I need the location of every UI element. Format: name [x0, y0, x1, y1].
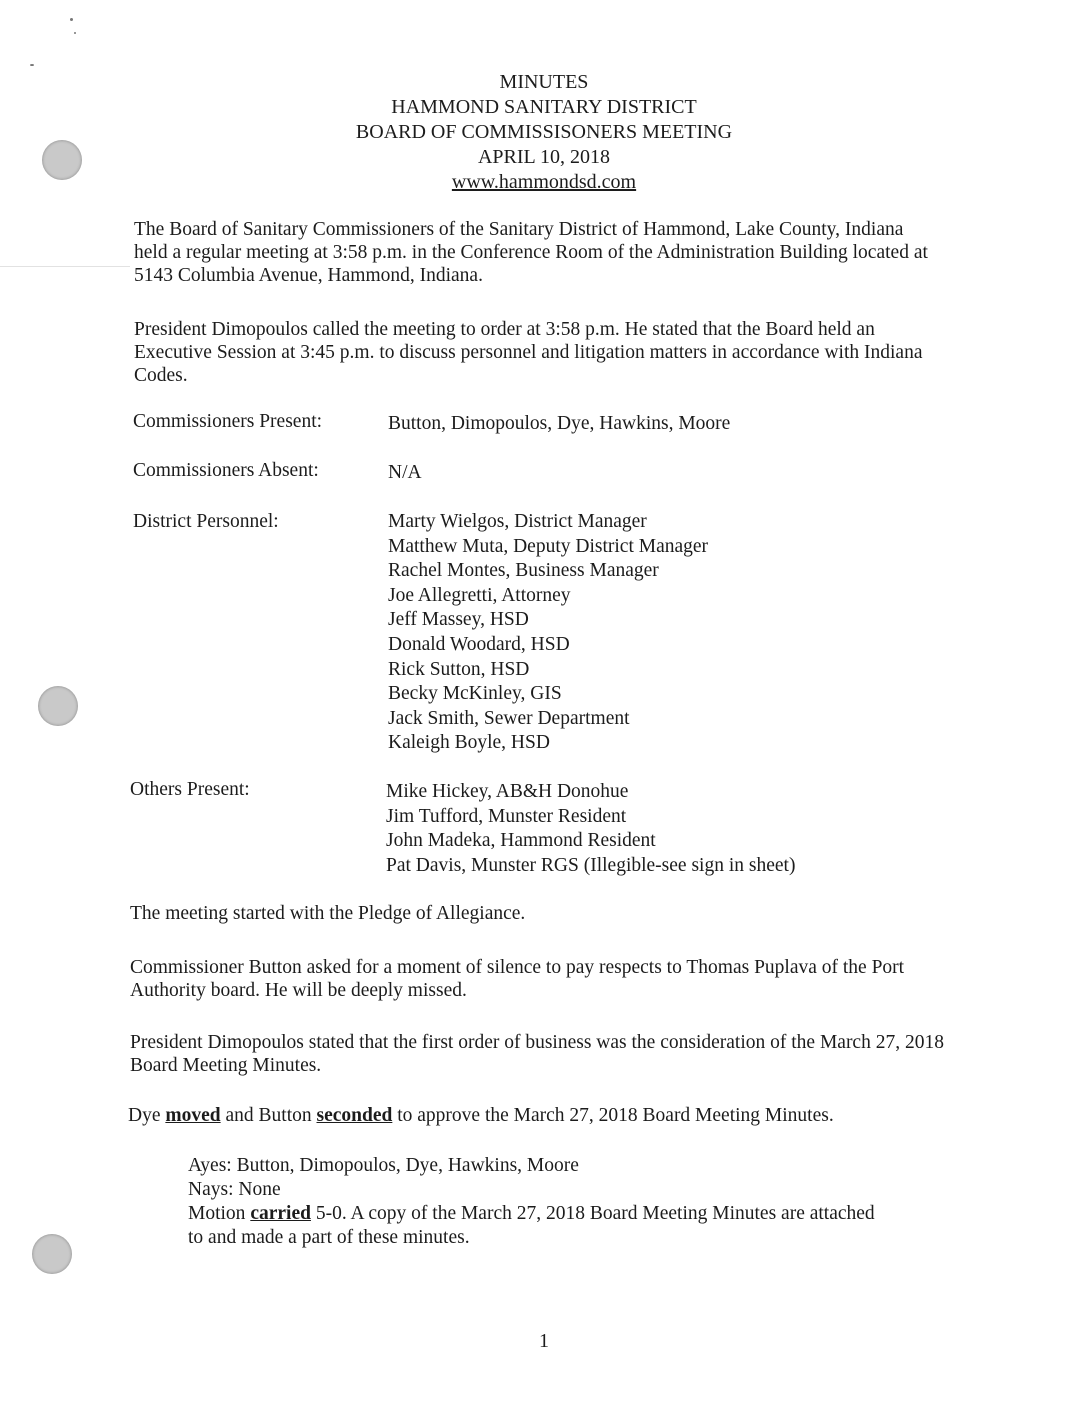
header-title: MINUTES [499, 71, 589, 93]
commissioners-present-value [388, 412, 730, 437]
commissioners-absent-names: N/A [388, 462, 422, 483]
vote-block [188, 1154, 875, 1250]
motion-result-continuation: to and made a part of these minutes. [188, 1227, 470, 1248]
moment-of-silence-paragraph: Commissioner Button asked for a moment of silence to pay respects to Thomas Puplava of the Port Authority board. He will be deeply missed. [130, 957, 905, 1001]
header-meeting-type: BOARD OF COMMISSISONERS MEETING [355, 121, 733, 143]
list-item: Kaleigh Boyle, HSD [388, 732, 550, 754]
list-item: John Madeka, Hammond Resident [386, 830, 656, 852]
intro-paragraph: The Board of Sanitary Commissioners of the Sanitary District of Hammond, Lake County, Indiana held a regular meeting at 3:58 p.m. in the Conference Room of the Administration Building located at 5143 Columbia Avenue, Hammond, Indiana. [134, 219, 928, 286]
scan-speck [70, 18, 73, 21]
header-website-link[interactable]: www.hammondsd.com [451, 171, 637, 193]
commissioners-absent-value [388, 461, 422, 486]
header-organization: HAMMOND SANITARY DISTRICT [391, 96, 697, 118]
list-item: Rick Sutton, HSD [388, 658, 530, 680]
punch-hole-bottom [32, 1234, 72, 1274]
motion-result-line [188, 1202, 875, 1226]
list-item: Marty Wielgos, District Manager [388, 511, 647, 532]
list-item: Mike Hickey, AB&H Donohue [386, 781, 629, 802]
punch-hole-middle [38, 686, 78, 726]
list-item: Jim Tufford, Munster Resident [386, 805, 627, 827]
header-date: APRIL 10, 2018 [477, 146, 611, 168]
list-item: Joe Allegretti, Attorney [388, 584, 571, 606]
list-item: Becky McKinley, GIS [388, 683, 562, 705]
scan-speck [30, 64, 34, 66]
moved-word: moved [165, 1105, 221, 1126]
first-business-paragraph: President Dimopoulos stated that the first order of business was the consideration of the March 27, 2018 Board Meeting Minutes. [130, 1032, 944, 1076]
commissioners-present-names: Button, Dimopoulos, Dye, Hawkins, Moore [388, 413, 731, 434]
motion-word: Motion [188, 1203, 251, 1224]
commissioners-absent-label: Commissioners Absent: [133, 460, 319, 481]
carried-word: carried [250, 1203, 311, 1224]
motion-text: and Button [220, 1105, 317, 1126]
scan-line [0, 266, 130, 267]
others-present-list [386, 780, 795, 878]
pledge-paragraph: The meeting started with the Pledge of Allegiance. [130, 903, 526, 924]
motion-result-text: 5-0. A copy of the March 27, 2018 Board Meeting Minutes are attached [310, 1203, 875, 1224]
call-to-order-paragraph: President Dimopoulos called the meeting to order at 3:58 p.m. He stated that the Board held an Executive Session at 3:45 p.m. to discuss personnel and litigation matters in accordance with Indiana Codes. [134, 319, 923, 386]
motion-line [128, 1104, 834, 1127]
list-item: Donald Woodard, HSD [388, 633, 570, 655]
list-item: Jeff Massey, HSD [388, 609, 529, 631]
list-item: Jack Smith, Sewer Department [388, 707, 630, 729]
others-present-label: Others Present: [130, 779, 250, 800]
district-personnel-list [388, 510, 708, 756]
seconded-word: seconded [316, 1105, 393, 1126]
commissioners-present-label: Commissioners Present: [133, 411, 323, 432]
motion-text: Dye [128, 1105, 166, 1126]
district-personnel-label: District Personnel: [133, 511, 279, 532]
ayes-line: Ayes: Button, Dimopoulos, Dye, Hawkins, Moore [188, 1155, 579, 1176]
list-item: Matthew Muta, Deputy District Manager [388, 535, 709, 557]
nays-line: Nays: None [188, 1179, 281, 1200]
page-number: 1 [539, 1330, 549, 1352]
list-item: Rachel Montes, Business Manager [388, 560, 659, 582]
motion-text: to approve the March 27, 2018 Board Meeting Minutes. [392, 1105, 834, 1126]
list-item: Pat Davis, Munster RGS (Illegible-see sign in sheet) [386, 854, 796, 876]
scan-speck [74, 32, 76, 34]
document-header [0, 70, 1088, 195]
